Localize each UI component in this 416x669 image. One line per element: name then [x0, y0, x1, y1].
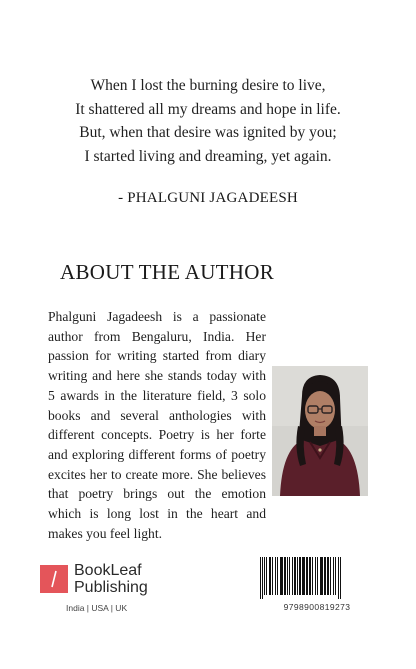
barcode-bar [262, 557, 263, 599]
barcode-bar [287, 557, 288, 595]
barcode-bar [330, 557, 331, 595]
barcode-bar [302, 557, 305, 595]
author-photo [272, 366, 368, 496]
barcode-bar [320, 557, 323, 595]
poem-line: It shattered all my dreams and hope in life. [75, 100, 341, 118]
author-bio: Phalguni Jagadeesh is a passionate author from Bengaluru, India. Her passion for writing started from diary writing and here she stands today with 5 awards in the literature field, 3 solo books and several anthologies with different concepts. Poetry is her forte and exploring different forms of poetry excites her to create more. She believes that poetry brings out the emotion which is long lost in the heart and makes you feel light. [48, 309, 266, 541]
barcode-bar [297, 557, 298, 595]
barcode [258, 557, 376, 599]
barcode-bar [266, 557, 267, 595]
barcode-bar [309, 557, 311, 595]
barcode-bar [333, 557, 334, 595]
isbn-number: 9798900819273 [283, 602, 351, 612]
barcode-bar [294, 557, 296, 595]
barcode-bar [260, 557, 261, 599]
barcode-bar [284, 557, 286, 595]
publisher-name [74, 562, 148, 596]
bookleaf-logo-icon [40, 565, 68, 593]
barcode-bar [335, 557, 336, 595]
barcode-bar [317, 557, 318, 595]
barcode-bar [338, 557, 339, 599]
barcode-bar [269, 557, 271, 595]
barcode-bar [312, 557, 313, 595]
barcode-bar [324, 557, 326, 595]
publisher-name-line1: BookLeaf [74, 562, 142, 579]
barcode-bar [277, 557, 278, 595]
barcode-bar [299, 557, 301, 595]
barcode-bar [275, 557, 276, 595]
barcode-bar [340, 557, 341, 599]
barcode-bar [315, 557, 316, 595]
publisher-name-line2: Publishing [74, 579, 148, 596]
publisher-regions: India | USA | UK [66, 603, 128, 613]
barcode-bar [280, 557, 283, 595]
barcode-bar [289, 557, 290, 595]
poem-line: But, when that desire was ignited by you; [79, 124, 337, 141]
barcode-bar [327, 557, 329, 595]
poem [0, 74, 416, 168]
about-heading: ABOUT THE AUTHOR [60, 260, 275, 284]
barcode-bar [306, 557, 308, 595]
barcode-bar [272, 557, 273, 595]
poem-line: When I lost the burning desire to live, [90, 77, 326, 94]
poem-line: I started living and dreaming, yet again. [84, 147, 332, 165]
poem-signature: - PHALGUNI JAGADEESH [118, 190, 298, 206]
barcode-bar [292, 557, 293, 595]
barcode-bar [264, 557, 265, 595]
